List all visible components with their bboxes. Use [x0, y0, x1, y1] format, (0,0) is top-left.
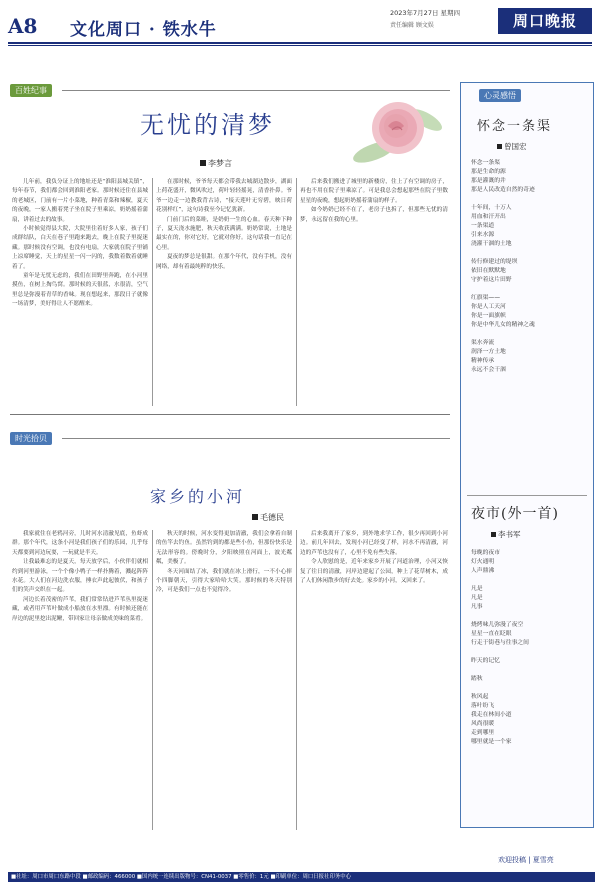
footer-nav[interactable]: 欢迎投稿 | 夏雪亮 — [498, 856, 554, 864]
article2-paragraph: 我家就住在老鸦河旁，儿时河水清澈见底，鱼虾成群。那个年代，这条小河是我们孩子们的乐园，几乎每天都要到河边玩耍，一玩就是半天。 — [12, 531, 148, 556]
article1-paragraph: 如今奶奶已经不在了，老房子也拆了，但那些无忧的清梦，永远留在我的心里。 — [300, 207, 448, 223]
article1-author: 李梦言 — [208, 159, 232, 168]
square-bullet-icon — [252, 514, 258, 520]
article2-paragraph: 河边长着茂密的芦苇，我们常常钻进芦苇丛里捉迷藏，或者用芦苇叶做成小船放在水里漂。有时候还能在岸边的泥里挖出泥鳅，带回家让母亲做成美味的菜肴。 — [12, 596, 148, 622]
section-title: 文化周口 · 铁水牛 — [70, 20, 217, 40]
poem1-byline — [497, 141, 527, 152]
article1-paragraph: 后来我们搬进了城里的新楼房，住上了有空调的房子，再也不用在院子里乘凉了。可是我总会想起那些在院子里数星星的夜晚，想起奶奶摇着蒲扇的样子。 — [300, 179, 448, 204]
editor-credit: 责任编辑 顾文娱 — [390, 22, 434, 29]
article2-author: 毛德民 — [260, 513, 284, 522]
article2-paragraph: 令人欣慰的是，近年来家乡开展了河道治理，小河又恢复了往日的清澈，河岸边建起了公园，种上了花草树木，成了人们休闲散步的好去处。家乡的小河，又回来了。 — [300, 559, 448, 585]
article2-col1 — [12, 530, 148, 830]
poem2-body: 每晚的夜市 灯火通明 人声鼎沸 凡是 凡是 凡事 烧烤味儿弥漫了夜空 星星一直在眨眼 行走于街巷与往事之间 昨天的记忆 踏秋 秋风起 落叶纷飞 我走在林间小道 风尚很暖 走到哪里 哪里就是一个家 — [471, 550, 529, 745]
column-divider — [152, 178, 153, 406]
article1-byline — [200, 158, 232, 169]
article2-title: 家乡的小河 — [150, 487, 246, 506]
article1-column-label: 百姓纪事 — [10, 84, 52, 97]
article1-col3 — [300, 178, 448, 408]
poem1-title: 怀念一条渠 — [477, 119, 553, 134]
article1-col2 — [156, 178, 292, 408]
article2-paragraph: 秋天的时候，河水变得更加清澈，我们会拿着自制的鱼竿去钓鱼。虽然钓到的都是些小鱼，但那份快乐是无法形容的。傍晚时分，夕阳映照在河面上，波光粼粼，美极了。 — [156, 531, 292, 566]
rose-illustration — [336, 90, 446, 170]
article2-byline — [252, 512, 284, 523]
article2-paragraph: 让我最难忘的是夏天，每天放学后，小伙伴们就相约到河里游泳，一个个像小鸭子一样扑腾着，溅起阵阵水花。大人们在河边洗衣服，捶衣声此起彼伏，和孩子们的笑声交织在一起。 — [12, 559, 148, 594]
poem2-title: 夜市(外一首) — [471, 506, 559, 522]
article1-paragraph: 在那时候，爷爷每天都会带我去城湖边散步，湖面上荷花盛开，微风吹过，荷叶轻轻摇晃，清香扑鼻。爷爷一边走一边教我背古诗，“接天莲叶无穷碧，映日荷花别样红”，这句诗我至今记忆犹新。 — [156, 179, 292, 214]
article2-col3 — [300, 530, 448, 830]
square-bullet-icon — [200, 160, 206, 166]
column-divider — [152, 530, 153, 830]
article2-column-header — [10, 432, 450, 444]
poem2-author: 李书军 — [498, 530, 521, 539]
header-rule — [8, 42, 592, 44]
column-label-rule — [62, 438, 450, 439]
footer-info-bar: ■社址：周口市周口东路中段 ■邮政编码：466000 ■国内统一连续出版物号：CN41-0037 ■零售价：1元 ■印刷单位：周口日报社印务中心 — [8, 872, 595, 882]
date-line: 2023年7月27日 星期四 — [390, 9, 461, 17]
column-divider — [296, 178, 297, 406]
article1-paragraph: 小时候觉得县大院，大院里住着好多人家，孩子们成群结队，白天在巷子里跑来跑去，晚上在院子里捉迷藏。那时候没有空调，也没有电扇，大家就在院子里铺上凉席睡觉，天上的星星一闪一闪的，我数着数着就睡着了。 — [12, 226, 148, 270]
article2-col2 — [156, 530, 292, 830]
article1-paragraph: 门前门后的菜畦，是奶奶一生的心血。春天种下种子，夏天浇水施肥，秋天收获满满。奶奶常说，土地是最实在的，你对它好，它就对你好。这句话我一直记在心里。 — [156, 216, 292, 251]
header-rule-thin — [8, 45, 592, 46]
masthead-logo: 周口晚报 — [498, 8, 592, 34]
poem1-author: 曾国宏 — [504, 142, 527, 151]
page-number: A8 — [8, 14, 38, 38]
square-bullet-icon — [497, 144, 502, 149]
column-divider — [296, 530, 297, 830]
square-bullet-icon — [491, 532, 496, 537]
article2-column-label: 时光拾贝 — [10, 432, 52, 445]
section-divider — [10, 414, 450, 415]
sidebar-column-label: 心灵感悟 — [479, 89, 521, 102]
page-header — [0, 0, 600, 56]
article1-col1 — [12, 178, 148, 408]
article1-paragraph: 儿年前，我负分证上的地址还是“淮阳县城关镇”，每年春节，我们都会回到淮阳老家。那时候还住在县城的老城区，门前有一片小菜地，种着青菜和辣椒，夏天的夜晚，一家人搬着凳子坐在院子里乘凉，奶奶摇着蒲扇，讲着过去的故事。 — [12, 179, 148, 223]
sidebar-divider — [467, 495, 587, 496]
article2-paragraph: 冬天河面结了冰，我们就在冰上滑行，一不小心摔个四脚朝天，引得大家哈哈大笑。那时候的冬天特别冷，可是我们一点也不觉得冷。 — [156, 568, 292, 594]
sidebar-poetry — [460, 82, 594, 828]
article1-paragraph: 夏夜的梦总是很甜。在那个年代，没有手机，没有网络，却有着最纯粹的快乐。 — [156, 254, 292, 270]
article1-paragraph: 童年是无忧无虑的，我们在田野里奔跑，在小河里摸鱼，在树上掏鸟窝。那时候的天很蓝，水很清，空气里总是弥漫着青草的香味。现在想起来，那段日子就像一场清梦，美好得让人不愿醒来。 — [12, 273, 148, 308]
article2-paragraph: 后来我离开了家乡，到外地求学工作，很少再回到小河边。前几年回去，发现小河已经变了样，河水不再清澈，河边的芦苇也没有了，心里不免有些失落。 — [300, 531, 448, 556]
poem1-body: 怀念一条渠 那是生命的源 那是灌溉的井 那是人民改造自然的奇迹 十年间，十万人 用血和汗开出 一条渠道 引来水源 浇灌干涸的土地 传行修建过的堤坝 依旧在默默地 守护着这片田野 红旗渠—— 你是人工天河 你是一面旗帜 你是中华儿女的精神之魂 渠水奔流 润泽一方土地 精神传承 永远不会干涸 — [471, 160, 535, 373]
poem2-byline — [491, 529, 521, 540]
article1-title: 无忧的清梦 — [140, 111, 275, 139]
